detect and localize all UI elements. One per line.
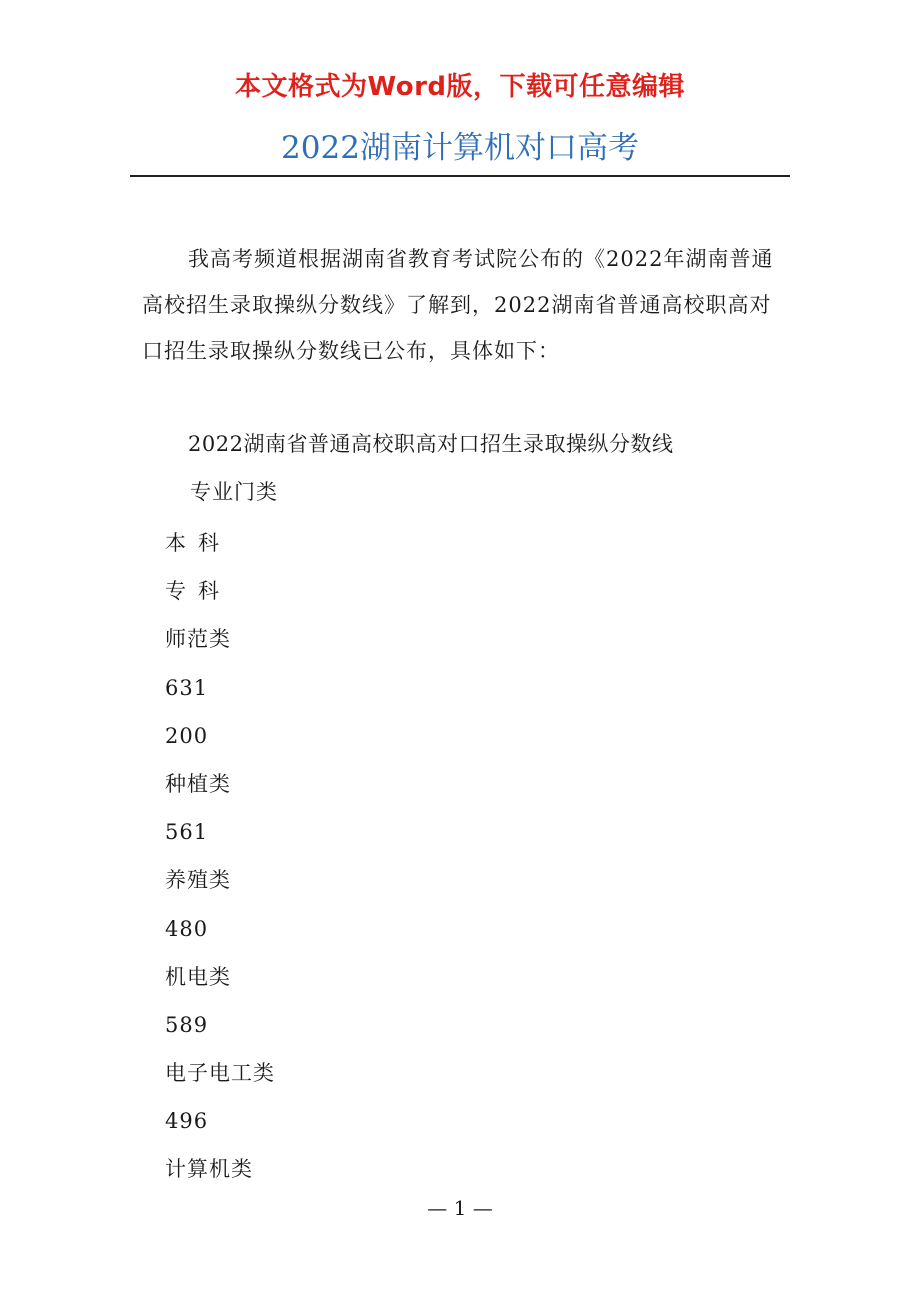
title-divider	[130, 175, 790, 177]
table-cell: 561	[165, 820, 209, 845]
table-cell: 631	[165, 675, 209, 700]
table-cell: 专科	[165, 579, 231, 604]
table-cell: 496	[165, 1109, 209, 1134]
table-cell: 师范类	[165, 627, 231, 652]
table-cell: 480	[165, 916, 209, 941]
document-title: 2022湖南计算机对口高考	[281, 130, 639, 166]
page-number: — 1 —	[427, 1196, 493, 1220]
table-cell: 589	[165, 1012, 209, 1037]
table-cells	[165, 525, 275, 1200]
table-cell: 本科	[165, 531, 231, 555]
table-cell: 电子电工类	[165, 1061, 275, 1086]
table-cell: 养殖类	[165, 868, 231, 893]
intro-paragraph: 我高考频道根据湖南省教育考试院公布的《2022年湖南普通高校招生录取操纵分数线》了解到，2022湖南省普通高校职高对口招生录取操纵分数线已公布，具体如下：	[142, 247, 774, 363]
table-header-category: 专业门类	[190, 480, 278, 504]
table-cell: 计算机类	[165, 1157, 253, 1182]
format-banner: 本文格式为Word版，下载可任意编辑	[234, 72, 686, 102]
table-cell: 机电类	[165, 964, 231, 989]
table-cell: 种植类	[165, 771, 231, 796]
table-title: 2022湖南省普通高校职高对口招生录取操纵分数线	[188, 432, 674, 456]
table-cell: 200	[165, 723, 209, 748]
